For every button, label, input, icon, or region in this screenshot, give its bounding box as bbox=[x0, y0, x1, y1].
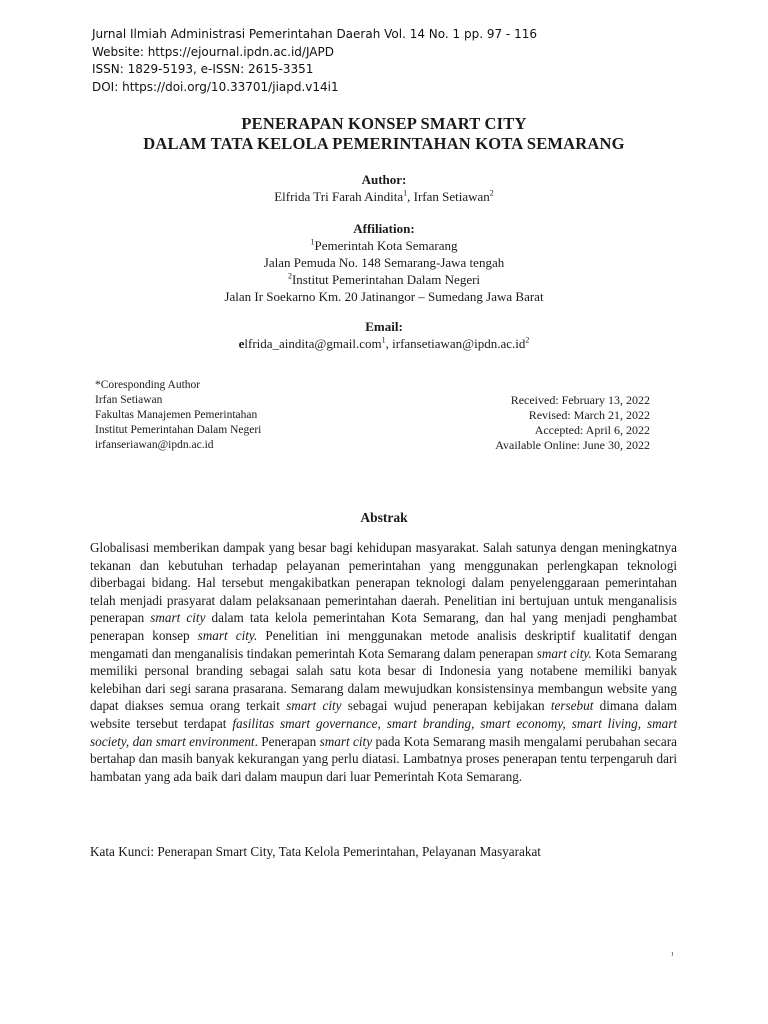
corresponding-email: irfanseriawan@ipdn.ac.id bbox=[95, 439, 214, 451]
journal-citation: Jurnal Ilmiah Administrasi Pemerintahan Daerah Vol. 14 No. 1 pp. 97 - 116 bbox=[92, 27, 537, 41]
journal-header bbox=[92, 26, 537, 96]
paper-title bbox=[0, 114, 768, 154]
abstract-text-run: dalam tata kelola pemerintahan Kota Semarang, dan hal yang menjadi penghambat penerapan konsep bbox=[90, 610, 677, 643]
article-dates bbox=[495, 393, 650, 453]
title-line-1: PENERAPAN KONSEP SMART CITY bbox=[241, 114, 527, 133]
abstract-text bbox=[90, 539, 677, 785]
abstract-italic-run: fasilitas smart governance, smart branding, smart economy, smart living, smart society, dan smart environment bbox=[90, 715, 677, 749]
affiliation-1 bbox=[0, 237, 768, 254]
affiliation-2 bbox=[0, 271, 768, 288]
affiliation-2-address: Jalan Ir Soekarno Km. 20 Jatinangor – Sumedang Jawa Barat bbox=[224, 289, 544, 304]
abstract-italic-run: smart city bbox=[319, 733, 373, 749]
email-addresses bbox=[0, 335, 768, 352]
email-sup-2: 2 bbox=[525, 335, 530, 345]
author-label: Author: bbox=[361, 172, 407, 187]
author-names bbox=[0, 188, 768, 205]
abstract-heading: Abstrak bbox=[360, 510, 408, 525]
abstract-text-run: Globalisasi memberikan dampak yang besar bagi kehidupan masyarakat. Salah satunya dengan meningkatnya tekanan dan kebutuhan terhadap pelayanan pemerintahan yang menggunakan perlengkapan teknologi diberbagai bidang. Hal tersebut mengakibatkan penerapan teknologi dalam penyelenggaraan pemerintahan telah menjadi prasyarat dalam pelaksanaan pemerintahan daerah. Penelitian ini bertujuan untuk menganalisis penerapan bbox=[90, 540, 677, 626]
abstract-text-run: Kota Semarang memiliki personal branding sebagai salah satu kota besar di Indonesia yang notabene memiliki banyak kelebihan dari segi sarana prasarana. Semarang dalam mewujudkan konsistensinya membangun website yang dapat diakses semua orang terkait bbox=[90, 645, 677, 714]
author-name-2: Irfan Setiawan bbox=[413, 189, 490, 204]
author-sup-2: 2 bbox=[489, 188, 494, 198]
author-separator: , bbox=[407, 189, 414, 204]
email-separator: , bbox=[385, 336, 393, 351]
abstract-italic-run: smart city bbox=[150, 610, 206, 626]
journal-website: Website: https://ejournal.ipdn.ac.id/JAPD bbox=[92, 44, 334, 59]
email-2: irfansetiawan@ipdn.ac.id bbox=[392, 336, 526, 351]
date-online: Available Online: June 30, 2022 bbox=[495, 438, 650, 452]
abstract-text-run: . Penerapan bbox=[254, 733, 320, 749]
keywords: Kata Kunci: Penerapan Smart City, Tata Kelola Pemerintahan, Pelayanan Masyarakat bbox=[90, 844, 541, 859]
author-sup-1: 1 bbox=[403, 188, 408, 198]
abstract-text-run: Penelitian ini menggunakan metode analisis deskriptif kualitatif dengan mengamati dan menganalisis tindakan pemerintah Kota Semarang dalam penerapan bbox=[90, 627, 678, 661]
email-section bbox=[0, 318, 768, 352]
email-sup-1: 1 bbox=[381, 335, 386, 345]
affiliation-1-name: Pemerintah Kota Semarang bbox=[314, 238, 458, 253]
affiliation-section bbox=[0, 220, 768, 305]
abstract-italic-run: smart city bbox=[286, 698, 342, 714]
journal-issn: ISSN: 1829-5193, e-ISSN: 2615-3351 bbox=[92, 62, 314, 77]
page-mark: ¹ bbox=[671, 950, 674, 960]
journal-doi: DOI: https://doi.org/10.33701/jiapd.v14i1 bbox=[92, 79, 339, 94]
corresponding-author bbox=[95, 378, 261, 453]
affiliation-label: Affiliation: bbox=[353, 221, 415, 236]
abstract-italic-run: smart city. bbox=[197, 627, 258, 643]
affiliation-1-address: Jalan Pemuda No. 148 Semarang-Jawa tengah bbox=[263, 255, 505, 270]
affiliation-sup-1: 1 bbox=[310, 237, 315, 247]
affiliation-sup-2: 2 bbox=[287, 271, 292, 281]
email-label: Email: bbox=[365, 319, 403, 334]
abstract-italic-run: smart city. bbox=[536, 645, 592, 661]
author-section bbox=[0, 171, 768, 205]
title-line-2: DALAM TATA KELOLA PEMERINTAHAN KOTA SEMARANG bbox=[143, 134, 625, 153]
email-1-initial: e bbox=[238, 336, 245, 351]
date-received: Received: February 13, 2022 bbox=[510, 393, 650, 407]
abstract-text-run: sebagai wujud penerapan kebijakan bbox=[341, 698, 551, 714]
date-accepted: Accepted: April 6, 2022 bbox=[534, 423, 650, 437]
date-revised: Revised: March 21, 2022 bbox=[528, 408, 650, 422]
abstract-text-run: pada Kota Semarang masih mengalami perubahan secara bertahap dan masih banyak kekurangan yang perlu diatasi. Lambatnya proses penerapan tentu terpengaruh dari hambatan yang ada baik dari dalam maupun dari luar Pemerintah Kota Semarang. bbox=[90, 733, 677, 784]
corresponding-faculty: Fakultas Manajemen Pemerintahan bbox=[95, 409, 258, 421]
abstract-italic-run: tersebut bbox=[550, 698, 594, 714]
affiliation-2-name: Institut Pemerintahan Dalam Negeri bbox=[291, 272, 481, 287]
corresponding-label: *Coresponding Author bbox=[95, 379, 201, 391]
corresponding-name: Irfan Setiawan bbox=[95, 394, 163, 406]
abstract-text-run: dimana dalam website tersebut terdapat bbox=[90, 698, 677, 731]
email-1: lfrida_aindita@gmail.com bbox=[244, 336, 382, 351]
author-name-1: Elfrida Tri Farah Aindita bbox=[274, 189, 404, 204]
corresponding-institute: Institut Pemerintahan Dalam Negeri bbox=[95, 424, 262, 436]
